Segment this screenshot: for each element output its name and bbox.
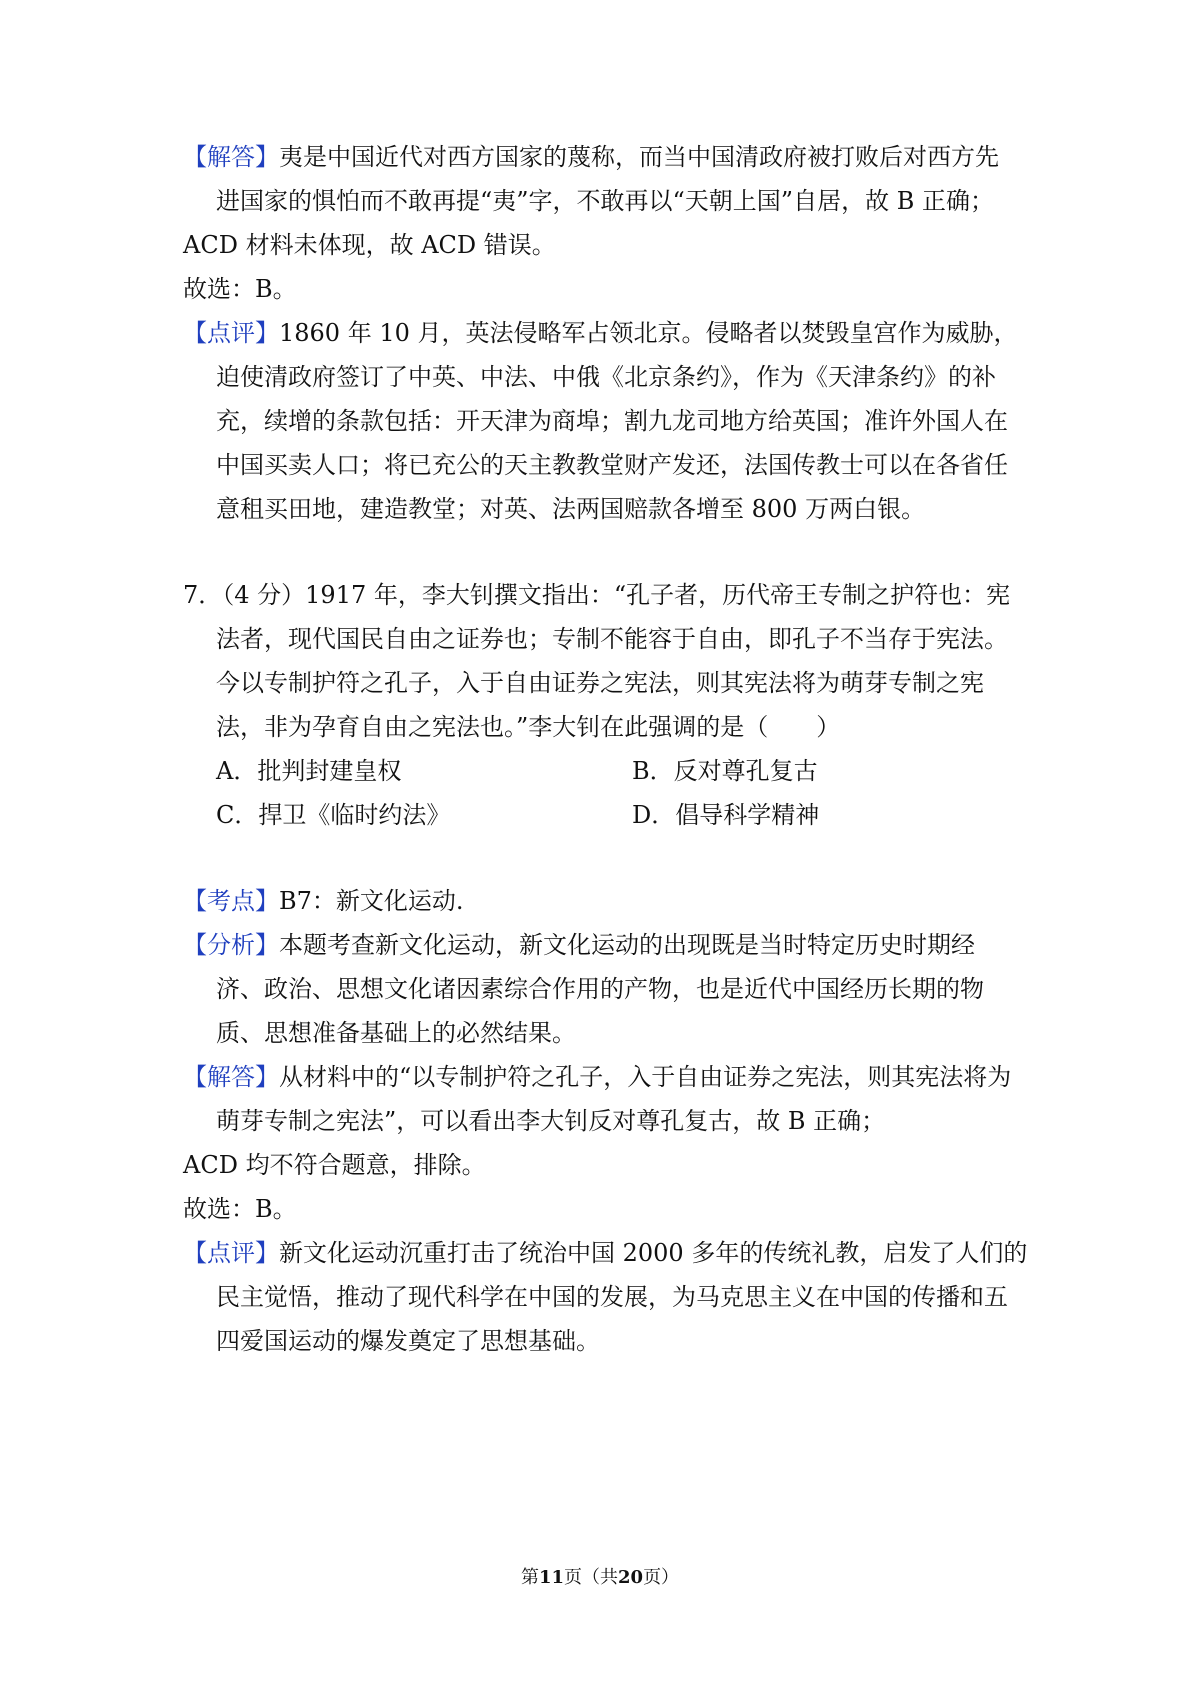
answer-7-line-3: ACD 均不符合题意，排除。 [183, 1151, 486, 1179]
analysis-text: 本题考查新文化运动，新文化运动的出现既是当时特定历史时期经 [279, 931, 975, 959]
option-b: B．反对尊孔复古 [632, 757, 818, 785]
question-7-line-3: 今以专制护符之孔子，入于自由证券之宪法，则其宪法将为萌芽专制之宪 [216, 669, 984, 697]
analysis-label: 【分析】 [183, 931, 279, 959]
answer-7-choice: 故选：B。 [183, 1195, 297, 1223]
answer-label: 【解答】 [183, 1063, 279, 1091]
analysis-7-line-2: 济、政治、思想文化诸因素综合作用的产物，也是近代中国经历长期的物 [216, 975, 984, 1003]
review-7-line-2: 民主觉悟，推动了现代科学在中国的发展，为马克思主义在中国的传播和五 [216, 1283, 1008, 1311]
question-7-line-2: 法者，现代国民自由之证券也；专制不能容于自由，即孔子不当存于宪法。 [216, 625, 1008, 653]
answer-text: 夷是中国近代对西方国家的蔑称，而当中国清政府被打败后对西方先 [279, 143, 999, 171]
answer-label: 【解答】 [183, 143, 279, 171]
review-label: 【点评】 [183, 319, 279, 347]
answer-text: 从材料中的“以专制护符之孔子，入于自由证券之宪法，则其宪法将为 [279, 1063, 1012, 1091]
review-1-line-4: 中国买卖人口；将已充公的天主教教堂财产发还，法国传教士可以在各省任 [216, 451, 1008, 479]
question-7-line-4: 法，非为孕育自由之宪法也。”李大钊在此强调的是（ ） [216, 713, 841, 741]
answer-1-choice: 故选：B。 [183, 275, 297, 303]
review-7-line-3: 四爱国运动的爆发奠定了思想基础。 [216, 1327, 600, 1355]
footer-suffix: 页） [643, 1567, 680, 1588]
analysis-7-line-3: 质、思想准备基础上的必然结果。 [216, 1019, 576, 1047]
review-1-line-2: 迫使清政府签订了中英、中法、中俄《北京条约》，作为《天津条约》的补 [216, 363, 996, 391]
footer-middle: 页（共 [564, 1567, 618, 1588]
question-7-line-1: 7．（4 分）1917 年，李大钊撰文指出：“孔子者，历代帝王专制之护符也：宪 [183, 581, 1011, 609]
review-label: 【点评】 [183, 1239, 279, 1267]
answer-1-line-1 [183, 142, 999, 172]
review-1-line-1 [183, 318, 1018, 348]
page-number: 11 [538, 1567, 564, 1588]
analysis-7-line-1 [183, 930, 975, 960]
point-text: B7：新文化运动. [279, 887, 464, 915]
review-1-line-5: 意租买田地，建造教堂；对英、法两国赔款各增至 800 万两白银。 [216, 495, 926, 523]
footer-prefix: 第 [520, 1567, 539, 1588]
option-a: A．批判封建皇权 [216, 757, 402, 785]
total-pages: 20 [618, 1567, 644, 1588]
review-text: 1860 年 10 月，英法侵略军占领北京。侵略者以焚毁皇宫作为威胁， [279, 319, 1018, 347]
answer-7-line-2: 萌芽专制之宪法”，可以看出李大钊反对尊孔复古，故 B 正确； [216, 1107, 886, 1135]
answer-7-line-1 [183, 1062, 1011, 1092]
point-7-line [183, 886, 464, 916]
page-footer [0, 1566, 1200, 1590]
answer-1-line-2: 进国家的惧怕而不敢再提“夷”字，不敢再以“天朝上国”自居，故 B 正确； [216, 187, 994, 215]
review-text: 新文化运动沉重打击了统治中国 2000 多年的传统礼教，启发了人们的 [279, 1239, 1028, 1267]
point-label: 【考点】 [183, 887, 279, 915]
option-d: D．倡导科学精神 [632, 801, 820, 829]
review-1-line-3: 充，续增的条款包括：开天津为商埠；割九龙司地方给英国；准许外国人在 [216, 407, 1008, 435]
answer-1-line-3: ACD 材料未体现，故 ACD 错误。 [183, 231, 556, 259]
review-7-line-1 [183, 1238, 1027, 1268]
option-c: C．捍卫《临时约法》 [216, 801, 451, 829]
